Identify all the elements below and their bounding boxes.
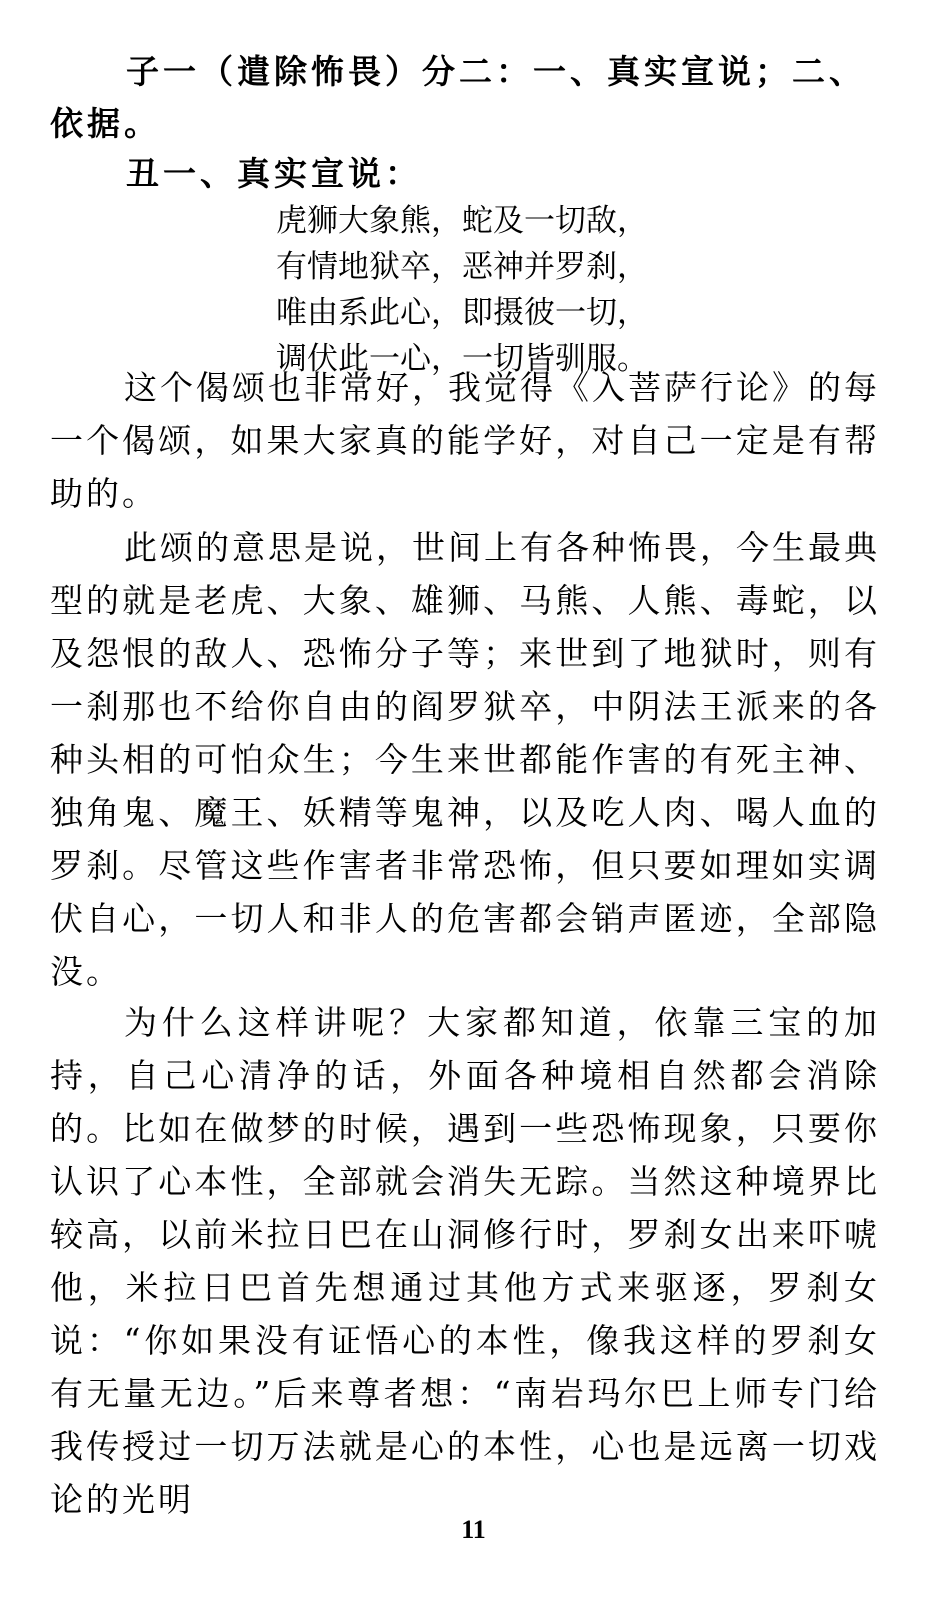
subsection-heading: 丑一、真实宣说： xyxy=(126,154,422,193)
verse-line: 调伏此一心，一切皆驯服。 xyxy=(276,341,648,377)
body-paragraph: 为什么这样讲呢？大家都知道，依靠三宝的加持，自己心清净的话，外面各种境相自然都会消除的。比如在做梦的时候，遇到一些恐怖现象，只要你认识了心本性，全部就会消失无踪。当然这种境界比较高，以前米拉日巴在山洞修行时，罗刹女出来吓唬他，米拉日巴首先想通过其他方式来驱逐，罗刹女说：“你如果没有证悟心的本性，像我这样的罗刹女有无量无边。”后来尊者想：“南岩玛尔巴上师专门给我传授过一切万法就是心的本性，心也是远离一切戏论的光明 xyxy=(50,1003,880,1519)
verse-block xyxy=(276,198,648,382)
verse-line: 有情地狱卒，恶神并罗刹， xyxy=(276,249,648,285)
body-paragraph: 这个偈颂也非常好，我觉得《入菩萨行论》的每一个偈颂，如果大家真的能学好，对自己一定是有帮助的。 xyxy=(50,368,880,513)
body-paragraph: 此颂的意思是说，世间上有各种怖畏，今生最典型的就是老虎、大象、雄狮、马熊、人熊、毒蛇，以及怨恨的敌人、恐怖分子等；来世到了地狱时，则有一刹那也不给你自由的阎罗狱卒，中阴法王派来的各种头相的可怕众生；今生来世都能作害的有死主神、独角鬼、魔王、妖精等鬼神，以及吃人肉、喝人血的罗刹。尽管这些作害者非常恐怖，但只要如理如实调伏自心，一切人和非人的危害都会销声匿迹，全部隐没。 xyxy=(50,528,880,991)
verse-line: 唯由系此心，即摄彼一切， xyxy=(276,295,648,331)
page-number: 11 xyxy=(461,1515,486,1544)
section-heading: 子一（遣除怖畏）分二：一、真实宣说；二、依据。 xyxy=(50,52,866,143)
verse-line: 虎狮大象熊，蛇及一切敌， xyxy=(276,203,648,239)
